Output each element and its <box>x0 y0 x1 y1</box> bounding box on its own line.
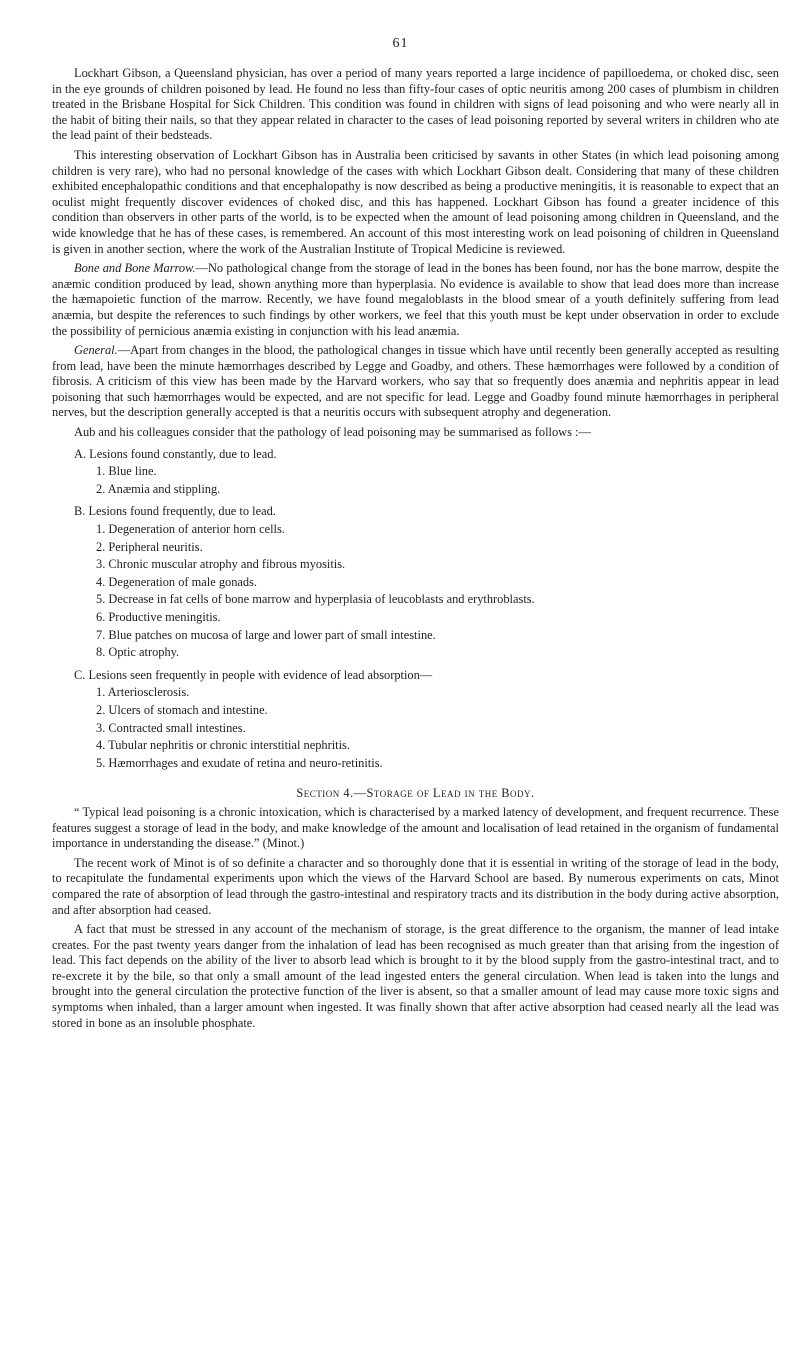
list-item: 3. Contracted small intestines. <box>96 720 246 735</box>
list-item: 6. Productive meningitis. <box>96 610 221 624</box>
bone-marrow-text: —No pathological change from the storage of lead in the bones has been found, nor has the bone marrow, despite the anæmic condition produced by lead, shown anything more than hyperplasia. No evidence is available to show that lead does more than increase the hæmapoietic function of the marrow. Recently, we have found megaloblasts in the blood smear of a youth definitely suffering from lead anæmia, but despite the references to such findings by other workers, we feel that this youth must be kept under observation in order to exclude the possibility of pernicious anæmia existing in conjunction with his lead anæmia. <box>52 261 779 338</box>
list-item: 4. Tubular nephritis or chronic interstitial nephritis. <box>96 738 350 753</box>
paragraph-storage-mechanism: A fact that must be stressed in any account of the mechanism of storage, is the great difference to the organism, the manner of lead intake creates. For the past twenty years danger from the inhalation of lead has been recognised as much greater than that arising from the ingestion of lead. This fact depends on the ability of the liver to absorb lead which is brought to it by the blood supply from the gastro-intestinal tract, and to re-excrete it by the bile, so that only a small amount of the lead ingested enters the general circulation. When lead is taken into the lungs and brought into the general circulation the protective function of the liver is absent, so that a smaller amount of lead may cause more toxic signs and symptoms when inhaled, than a larger amount when ingested. It was finally shown that after active absorption had ceased nearly all the lead was stored in bone as an insoluble phosphate. <box>52 922 779 1030</box>
section-heading: Section 4.—Storage of Lead in the Body. <box>296 786 535 801</box>
list-item: 5. Decrease in fat cells of bone marrow and hyperplasia of leucoblasts and erythroblasts. <box>96 592 535 607</box>
list-group-b-heading: B. Lesions found frequently, due to lead. <box>74 504 276 519</box>
list-item: 3. Chronic muscular atrophy and fibrous myositis. <box>96 557 346 572</box>
general-text: —Apart from changes in the blood, the pathological changes in tissue which have until recently been generally accepted as resulting from lead, have been the minute hæmorrhages described by Legge and Goadby, and others. These hæmorrhages were followed by a condition of fibrosis. A criticism of this view has been made by the Harvard workers, who say that so frequently does anæmia and nephritis appear in lead poisoning that such hæmorrhages would be expected, and are not specific for lead. Legge and Goadby found minute hæmorrhages in peripheral nerves, but the description generally accepted is that a neuritis occurs with subsequent atrophy and degeneration. <box>52 343 779 420</box>
list-item: 1. Arteriosclerosis. <box>96 685 190 700</box>
paragraph-minot-quote: “ Typical lead poisoning is a chronic intoxication, which is characterised by a marked latency of development, and frequent recurrence. These features suggest a storage of lead in the body, and make knowledge of the amount and localisation of lead retained in the organism of fundamental importance in understanding the disease.” (Minot.) <box>52 804 779 851</box>
general-heading: General. <box>74 343 118 358</box>
list-item: 5. Hæmorrhages and exudate of retina and neuro-retinitis. <box>96 755 383 770</box>
list-item: 7. Blue patches on mucosa of large and lower part of small intestine. <box>96 627 436 642</box>
pathology-summary-list <box>52 447 779 772</box>
paragraph-criticism: This interesting observation of Lockhart Gibson has in Australia been criticised by savants in other States (in which lead poisoning among children is very rare), who had no personal knowledge of the cases with which Lockhart Gibson dealt. Considering that many of these children exhibited encephalopathic conditions and that encephalopathy is now described as being a productive meningitis, it is reasonable to expect that an oculist might frequently discover evidences of choked disc, and this has happened. Lockhart Gibson has found a greater incidence of this condition than observers in other parts of the world, is to be expected when the amount of lead poisoning among children in Queensland, and the wide knowledge that he has of these cases, is remembered. An account of this most interesting work on lead poisoning of children in Queensland is given in another section, where the work of the Australian Institute of Tropical Medicine is reviewed. <box>52 147 779 256</box>
bone-marrow-heading: Bone and Bone Marrow. <box>74 261 196 276</box>
list-item: 4. Degeneration of male gonads. <box>96 574 258 589</box>
list-group-c-heading: C. Lesions seen frequently in people with evidence of lead absorption— <box>74 667 433 682</box>
paragraph-aub-summary: Aub and his colleagues consider that the pathology of lead poisoning may be summarised as follows :— <box>74 425 591 440</box>
list-group-a-heading: A. Lesions found constantly, due to lead. <box>74 446 277 461</box>
list-item: 2. Anæmia and stippling. <box>96 481 221 496</box>
list-item: 8. Optic atrophy. <box>96 645 180 660</box>
paragraph-minot-work: The recent work of Minot is of so definite a character and so thoroughly done that it is essential in writing of the storage of lead in the body, to recapitulate the fundamental experiments upon which the views of the Harvard School are based. By numerous experiments on cats, Minot compared the rate of absorption of lead through the gastro-intestinal and respiratory tracts and its distribution in the body during active absorption, and after absorption had ceased. <box>52 855 779 917</box>
list-item: 1. Degeneration of anterior horn cells. <box>96 522 285 537</box>
list-item: 2. Ulcers of stomach and intestine. <box>96 702 268 717</box>
list-item: 2. Peripheral neuritis. <box>96 539 203 554</box>
page-number: 61 <box>392 36 409 51</box>
paragraph-bone-marrow <box>52 261 779 339</box>
paragraph-lockhart-gibson: Lockhart Gibson, a Queensland physician, has over a period of many years reported a large incidence of papilloedema, or choked disc, seen in the eye grounds of children poisoned by lead. He found no less than fifty-four cases of optic neuritis among 200 cases of plumbism in children treated in the Brisbane Hospital for Sick Children. This condition was found in children with signs of lead poisoning and who were nearly all in the habit of biting their nails, so that they appear related in character to the cases of lead poisoning reported by several writers in children who ate the lead paint of their bedsteads. <box>52 66 779 143</box>
paragraph-general <box>52 343 779 421</box>
list-item: 1. Blue line. <box>96 464 157 479</box>
